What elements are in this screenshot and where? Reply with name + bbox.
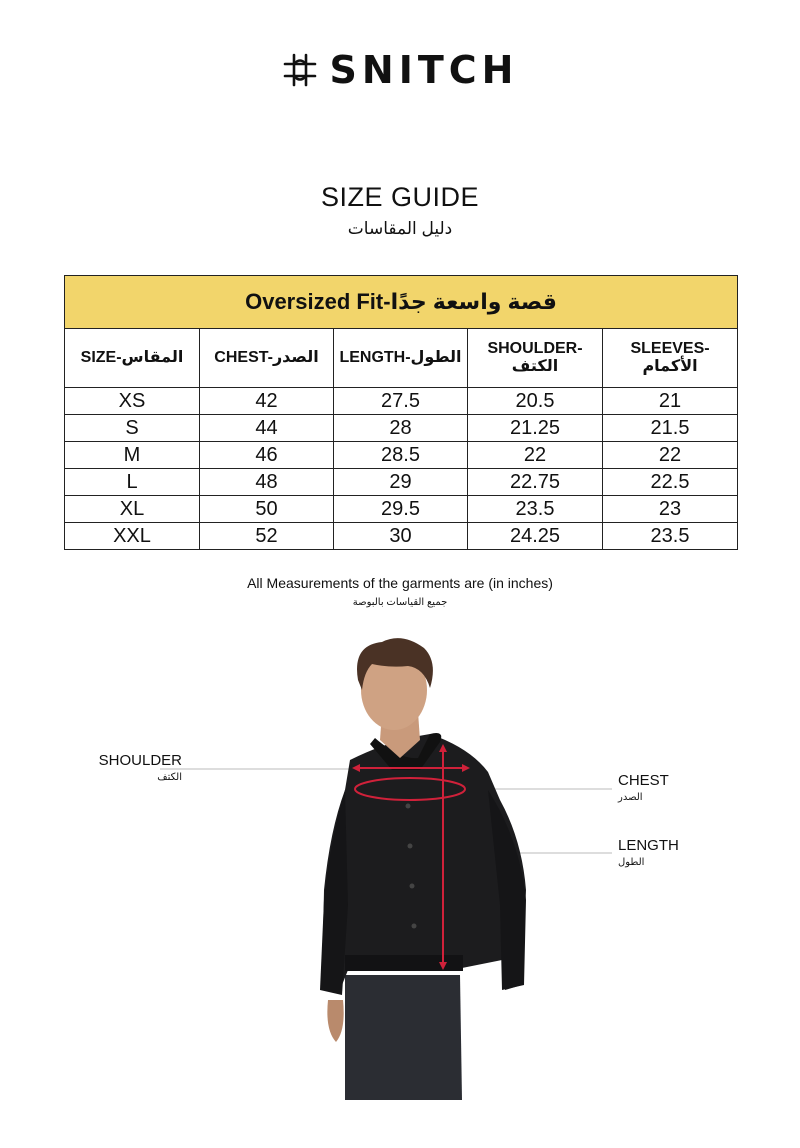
sleeves-cell: 21.5 bbox=[603, 415, 738, 442]
chest-cell: 42 bbox=[200, 388, 334, 415]
shoulder-cell: 23.5 bbox=[468, 496, 603, 523]
fit-header: Oversized Fit-قصة واسعة جدًا bbox=[65, 276, 738, 329]
page-title: SIZE GUIDE bbox=[320, 182, 480, 212]
length-label: LENGTH الطول bbox=[618, 837, 679, 868]
length-cell: 30 bbox=[334, 523, 468, 550]
brand-name: SNITCH bbox=[329, 48, 519, 92]
length-column-header: LENGTH-الطول bbox=[334, 329, 468, 388]
sleeves-cell: 23.5 bbox=[603, 523, 738, 550]
size-cell: M bbox=[65, 442, 200, 469]
page-title-arabic: دليل المقاسات bbox=[347, 219, 453, 238]
size-cell: XS bbox=[65, 388, 200, 415]
sleeves-cell: 21 bbox=[603, 388, 738, 415]
sleeves-cell: 23 bbox=[603, 496, 738, 523]
hash-grid-logo-icon bbox=[282, 52, 318, 88]
table-row bbox=[65, 415, 738, 442]
size-cell: L bbox=[65, 469, 200, 496]
chest-column-header: CHEST-الصدر bbox=[200, 329, 334, 388]
length-cell: 29.5 bbox=[334, 496, 468, 523]
size-cell: XXL bbox=[65, 523, 200, 550]
size-cell: XL bbox=[65, 496, 200, 523]
size-cell: S bbox=[65, 415, 200, 442]
sleeves-cell: 22.5 bbox=[603, 469, 738, 496]
chest-cell: 46 bbox=[200, 442, 334, 469]
chest-label: CHEST الصدر bbox=[618, 772, 669, 803]
length-cell: 28 bbox=[334, 415, 468, 442]
chest-cell: 52 bbox=[200, 523, 334, 550]
shoulder-cell: 22 bbox=[468, 442, 603, 469]
shoulder-cell: 20.5 bbox=[468, 388, 603, 415]
length-cell: 27.5 bbox=[334, 388, 468, 415]
length-cell: 28.5 bbox=[334, 442, 468, 469]
size-column-header: SIZE-المقاس bbox=[65, 329, 200, 388]
shoulder-cell: 21.25 bbox=[468, 415, 603, 442]
sleeves-column-header: SLEEVES- الأكمام bbox=[603, 329, 738, 388]
table-row bbox=[65, 496, 738, 523]
shoulder-cell: 24.25 bbox=[468, 523, 603, 550]
table-row bbox=[65, 442, 738, 469]
measurement-note-arabic: جميع القياسات بالبوصة bbox=[352, 597, 448, 608]
size-table bbox=[64, 275, 738, 550]
table-row bbox=[65, 388, 738, 415]
table-row bbox=[65, 523, 738, 550]
chest-cell: 50 bbox=[200, 496, 334, 523]
shoulder-cell: 22.75 bbox=[468, 469, 603, 496]
table-header-row bbox=[65, 329, 738, 388]
shoulder-label: SHOULDER الكتف bbox=[98, 752, 182, 783]
measurement-note: All Measurements of the garments are (in inches) bbox=[247, 575, 553, 591]
brand-header bbox=[0, 50, 800, 90]
chest-cell: 48 bbox=[200, 469, 334, 496]
length-cell: 29 bbox=[334, 469, 468, 496]
shoulder-column-header: SHOULDER- الكتف bbox=[468, 329, 603, 388]
chest-cell: 44 bbox=[200, 415, 334, 442]
table-row bbox=[65, 469, 738, 496]
model-figure-illustration bbox=[0, 620, 800, 1148]
sleeves-cell: 22 bbox=[603, 442, 738, 469]
